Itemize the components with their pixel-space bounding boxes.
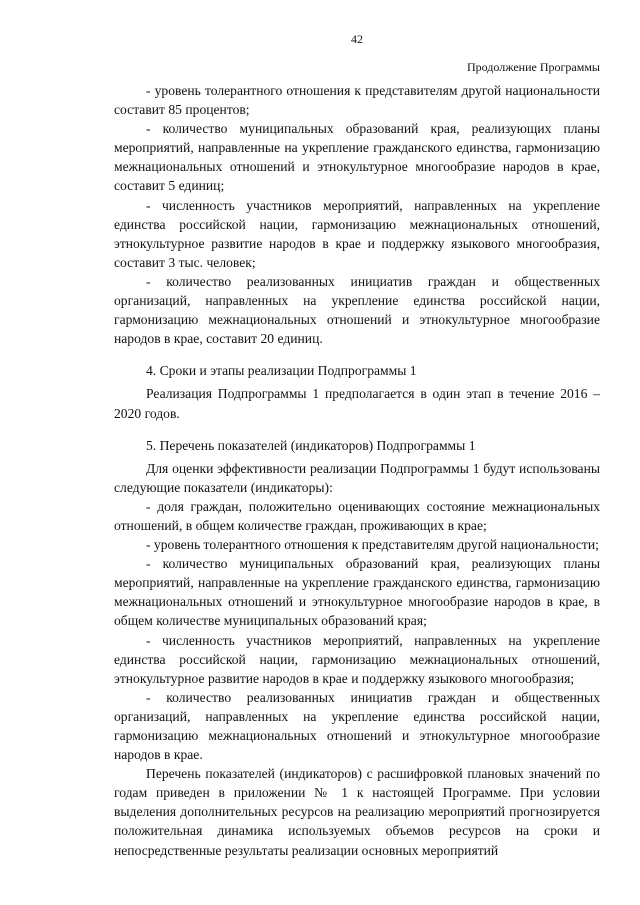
paragraph: - количество муниципальных образований края, реализующих планы мероприятий, направленные на укрепление гражданского единства, гармонизацию межнациональных отношений и этнокультурное многообразие народов в крае, в общем количестве муниципальных образований края; bbox=[114, 556, 600, 629]
paragraph: Перечень показателей (индикаторов) с расшифровкой плановых значений по годам приведен в приложении № 1 к настоящей Программе. При условии выделения дополнительных ресурсов на реализацию мероприятий прогнозируется положительная динамика используемых объемов ресурсов на сроки и непосредственные результаты реализации основных мероприятий bbox=[114, 766, 600, 858]
paragraph: - количество реализованных инициатив граждан и общественных организаций, направленных на укрепление единства российской нации, гармонизацию межнациональных отношений и этнокультурное многообразие народов в крае. bbox=[114, 689, 600, 763]
section-5-heading: 5. Перечень показателей (индикаторов) Подпрограммы 1 bbox=[146, 437, 476, 453]
paragraph: - количество реализованных инициатив граждан и общественных организаций, направленных на укрепление единства российской нации, гармонизацию межнациональных отношений и этнокультурное многообразие народов в крае, составит 20 единиц. bbox=[114, 273, 600, 347]
paragraph: - численность участников мероприятий, направленных на укрепление единства российской нации, гармонизацию межнациональных отношений, этнокультурное развитие народов в крае и поддержку языкового многообразия, составит 3 тыс. человек; bbox=[114, 197, 600, 270]
section-4-heading: 4. Сроки и этапы реализации Подпрограммы 1 bbox=[146, 363, 417, 379]
paragraph: - уровень толерантного отношения к представителям другой национальности составит 85 процентов; bbox=[114, 83, 600, 118]
page-number: 42 bbox=[351, 32, 363, 46]
paragraph: Для оценки эффективности реализации Подпрограммы 1 будут использованы следующие показатели (индикаторы): bbox=[114, 460, 600, 495]
paragraph: Реализация Подпрограммы 1 предполагается в один этап в течение 2016 – 2020 годов. bbox=[114, 386, 600, 421]
paragraph: - уровень толерантного отношения к представителям другой национальности; bbox=[146, 537, 599, 553]
continuation-label: Продолжение Программы bbox=[466, 60, 600, 74]
paragraph: - доля граждан, положительно оценивающих состояние межнациональных отношений, в общем количестве граждан, проживающих в крае; bbox=[114, 498, 600, 533]
paragraph: - численность участников мероприятий, направленных на укрепление единства российской нации, гармонизацию межнациональных отношений, этнокультурное развитие народов в крае и поддержку языкового многообразия; bbox=[114, 632, 600, 686]
paragraph: - количество муниципальных образований края, реализующих планы мероприятий, направленные на укрепление гражданского единства, гармонизацию межнациональных отношений и этнокультурное многообразие народов в крае, составит 5 единиц; bbox=[114, 121, 600, 194]
document-body bbox=[114, 81, 600, 860]
